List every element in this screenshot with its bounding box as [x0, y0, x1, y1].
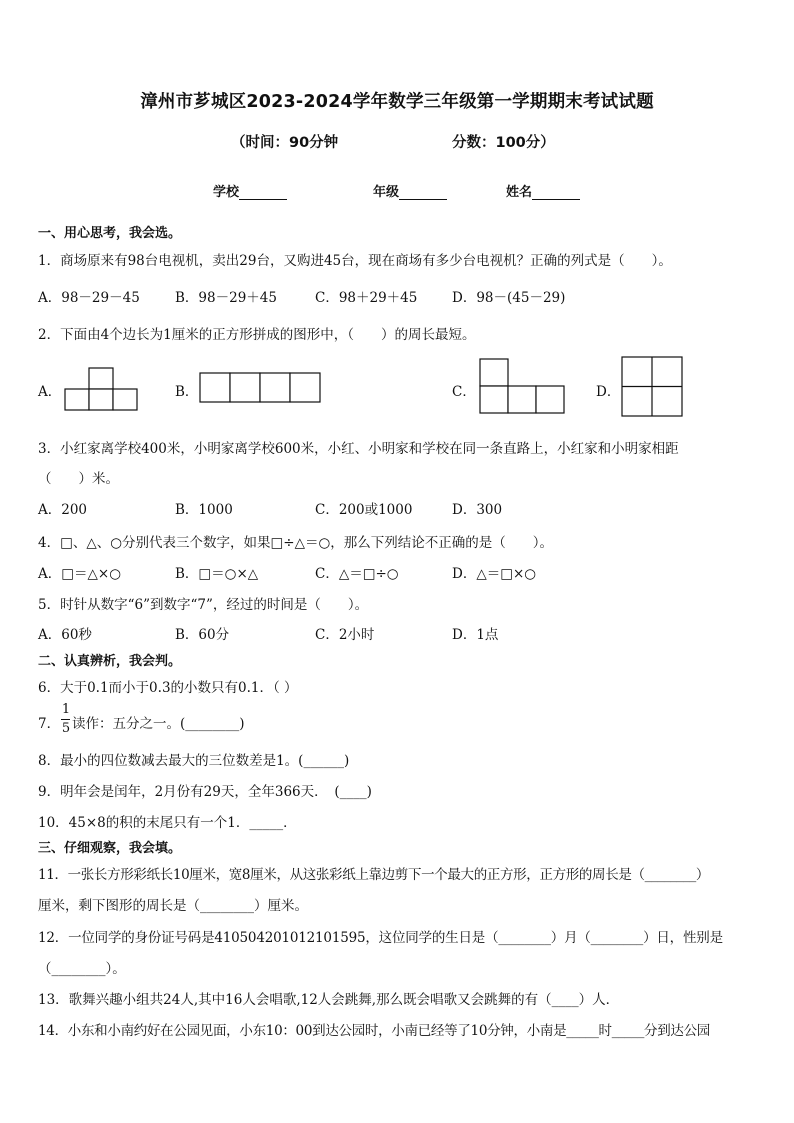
- school-blank[interactable]: [239, 185, 287, 200]
- q2-option-d[interactable]: D．: [596, 384, 621, 400]
- q2-option-c[interactable]: C．: [452, 384, 476, 400]
- grade-blank[interactable]: [399, 185, 447, 200]
- question-2: 2．下面由4个边长为1厘米的正方形拼成的图形中，（ ）的周长最短。: [38, 327, 476, 343]
- q5-option-d[interactable]: D．1点: [452, 627, 499, 643]
- question-8: 8．最小的四位数减去最大的三位数差是1。(______): [38, 753, 350, 769]
- q2-option-a[interactable]: A．: [38, 384, 62, 400]
- fraction-bar: [61, 719, 70, 720]
- section-1-heading: 一、用心思考，我会选。: [38, 226, 182, 241]
- question-7: 读作：五分之一。(________): [72, 716, 245, 732]
- exam-time: （时间：90分钟: [231, 135, 339, 151]
- question-3-line-2: （ ）米。: [38, 471, 119, 487]
- q1-option-c[interactable]: C．98＋29＋45: [315, 290, 418, 306]
- q3-option-a[interactable]: A．200: [38, 502, 88, 518]
- grade-label: 年级: [373, 185, 400, 200]
- q1-option-a[interactable]: A．98－29－45: [38, 290, 140, 306]
- question-6: 6．大于0.1而小于0.3的小数只有0.1．（ ）: [38, 680, 298, 696]
- question-12-line-2: （________）。: [38, 961, 126, 977]
- q4-option-a[interactable]: A．□＝△×○: [38, 566, 121, 582]
- question-14: 14．小东和小南约好在公园见面，小东10：00到达公园时，小南已经等了10分钟，小南是_____时_____分到达公园: [38, 1023, 711, 1039]
- q5-option-a[interactable]: A．60秒: [38, 627, 92, 643]
- question-11-line-1: 11．一张长方形彩纸长10厘米，宽8厘米，从这张彩纸上靠边剪下一个最大的正方形，正方形的周长是（________）: [38, 867, 709, 883]
- q2-figure-c: [478, 357, 570, 417]
- section-3-heading: 三、仔细观察，我会填。: [38, 841, 182, 856]
- question-3-line-1: 3．小红家离学校400米，小明家离学校600米，小红、小明家和学校在同一条直路上，小红家和小明家相距: [38, 441, 679, 457]
- q3-option-c[interactable]: C．200或1000: [315, 502, 413, 518]
- question-10: 10．45×8的积的末尾只有一个1．_____．: [38, 815, 297, 831]
- question-7-prefix: 7．: [38, 716, 61, 732]
- exam-score: 分数：100分）: [452, 135, 555, 151]
- q2-figure-b: [198, 371, 324, 405]
- q3-option-d[interactable]: D．300: [452, 502, 503, 518]
- school-field: [213, 181, 287, 200]
- question-13: 13．歌舞兴趣小组共24人,其中16人会唱歌,12人会跳舞,那么既会唱歌又会跳舞的有（____）人．: [38, 992, 620, 1008]
- grade-field: [373, 181, 447, 200]
- fraction-denominator: 5: [61, 721, 71, 736]
- name-blank[interactable]: [532, 185, 580, 200]
- question-4: 4．□、△、○分别代表三个数字，如果□÷△＝○，那么下列结论不正确的是（ ）。: [38, 535, 553, 551]
- fraction-numerator: 1: [61, 702, 71, 717]
- q1-option-b[interactable]: B．98－29＋45: [175, 290, 277, 306]
- q4-option-b[interactable]: B．□＝○×△: [175, 566, 259, 582]
- q2-figure-d: [620, 355, 686, 419]
- question-12-line-1: 12．一位同学的身份证号码是410504201012101595，这位同学的生日是（________）月（________）日，性别是: [38, 930, 723, 946]
- name-field: [506, 181, 580, 200]
- q1-option-d[interactable]: D．98－(45－29): [452, 290, 566, 306]
- school-label: 学校: [213, 185, 240, 200]
- q2-figure-a: [64, 366, 142, 412]
- page-title: 漳州市芗城区2023-2024学年数学三年级第一学期期末考试试题: [140, 92, 654, 112]
- q3-option-b[interactable]: B．1000: [175, 502, 233, 518]
- question-9: 9．明年会是闰年，2月份有29天，全年366天． (____): [38, 784, 372, 800]
- q2-option-b[interactable]: B．: [175, 384, 199, 400]
- q4-option-c[interactable]: C．△＝□÷○: [315, 566, 399, 582]
- name-label: 姓名: [506, 185, 533, 200]
- q5-option-c[interactable]: C．2小时: [315, 627, 375, 643]
- question-11-line-2: 厘米，剩下图形的周长是（________）厘米。: [38, 898, 308, 914]
- question-1: 1．商场原来有98台电视机，卖出29台，又购进45台，现在商场有多少台电视机？正确的列式是（ ）。: [38, 253, 672, 269]
- section-2-heading: 二、认真辨析，我会判。: [38, 654, 182, 669]
- q4-option-d[interactable]: D．△＝□×○: [452, 566, 537, 582]
- question-5: 5．时针从数字“6”到数字“7”，经过的时间是（ ）。: [38, 597, 369, 613]
- q5-option-b[interactable]: B．60分: [175, 627, 230, 643]
